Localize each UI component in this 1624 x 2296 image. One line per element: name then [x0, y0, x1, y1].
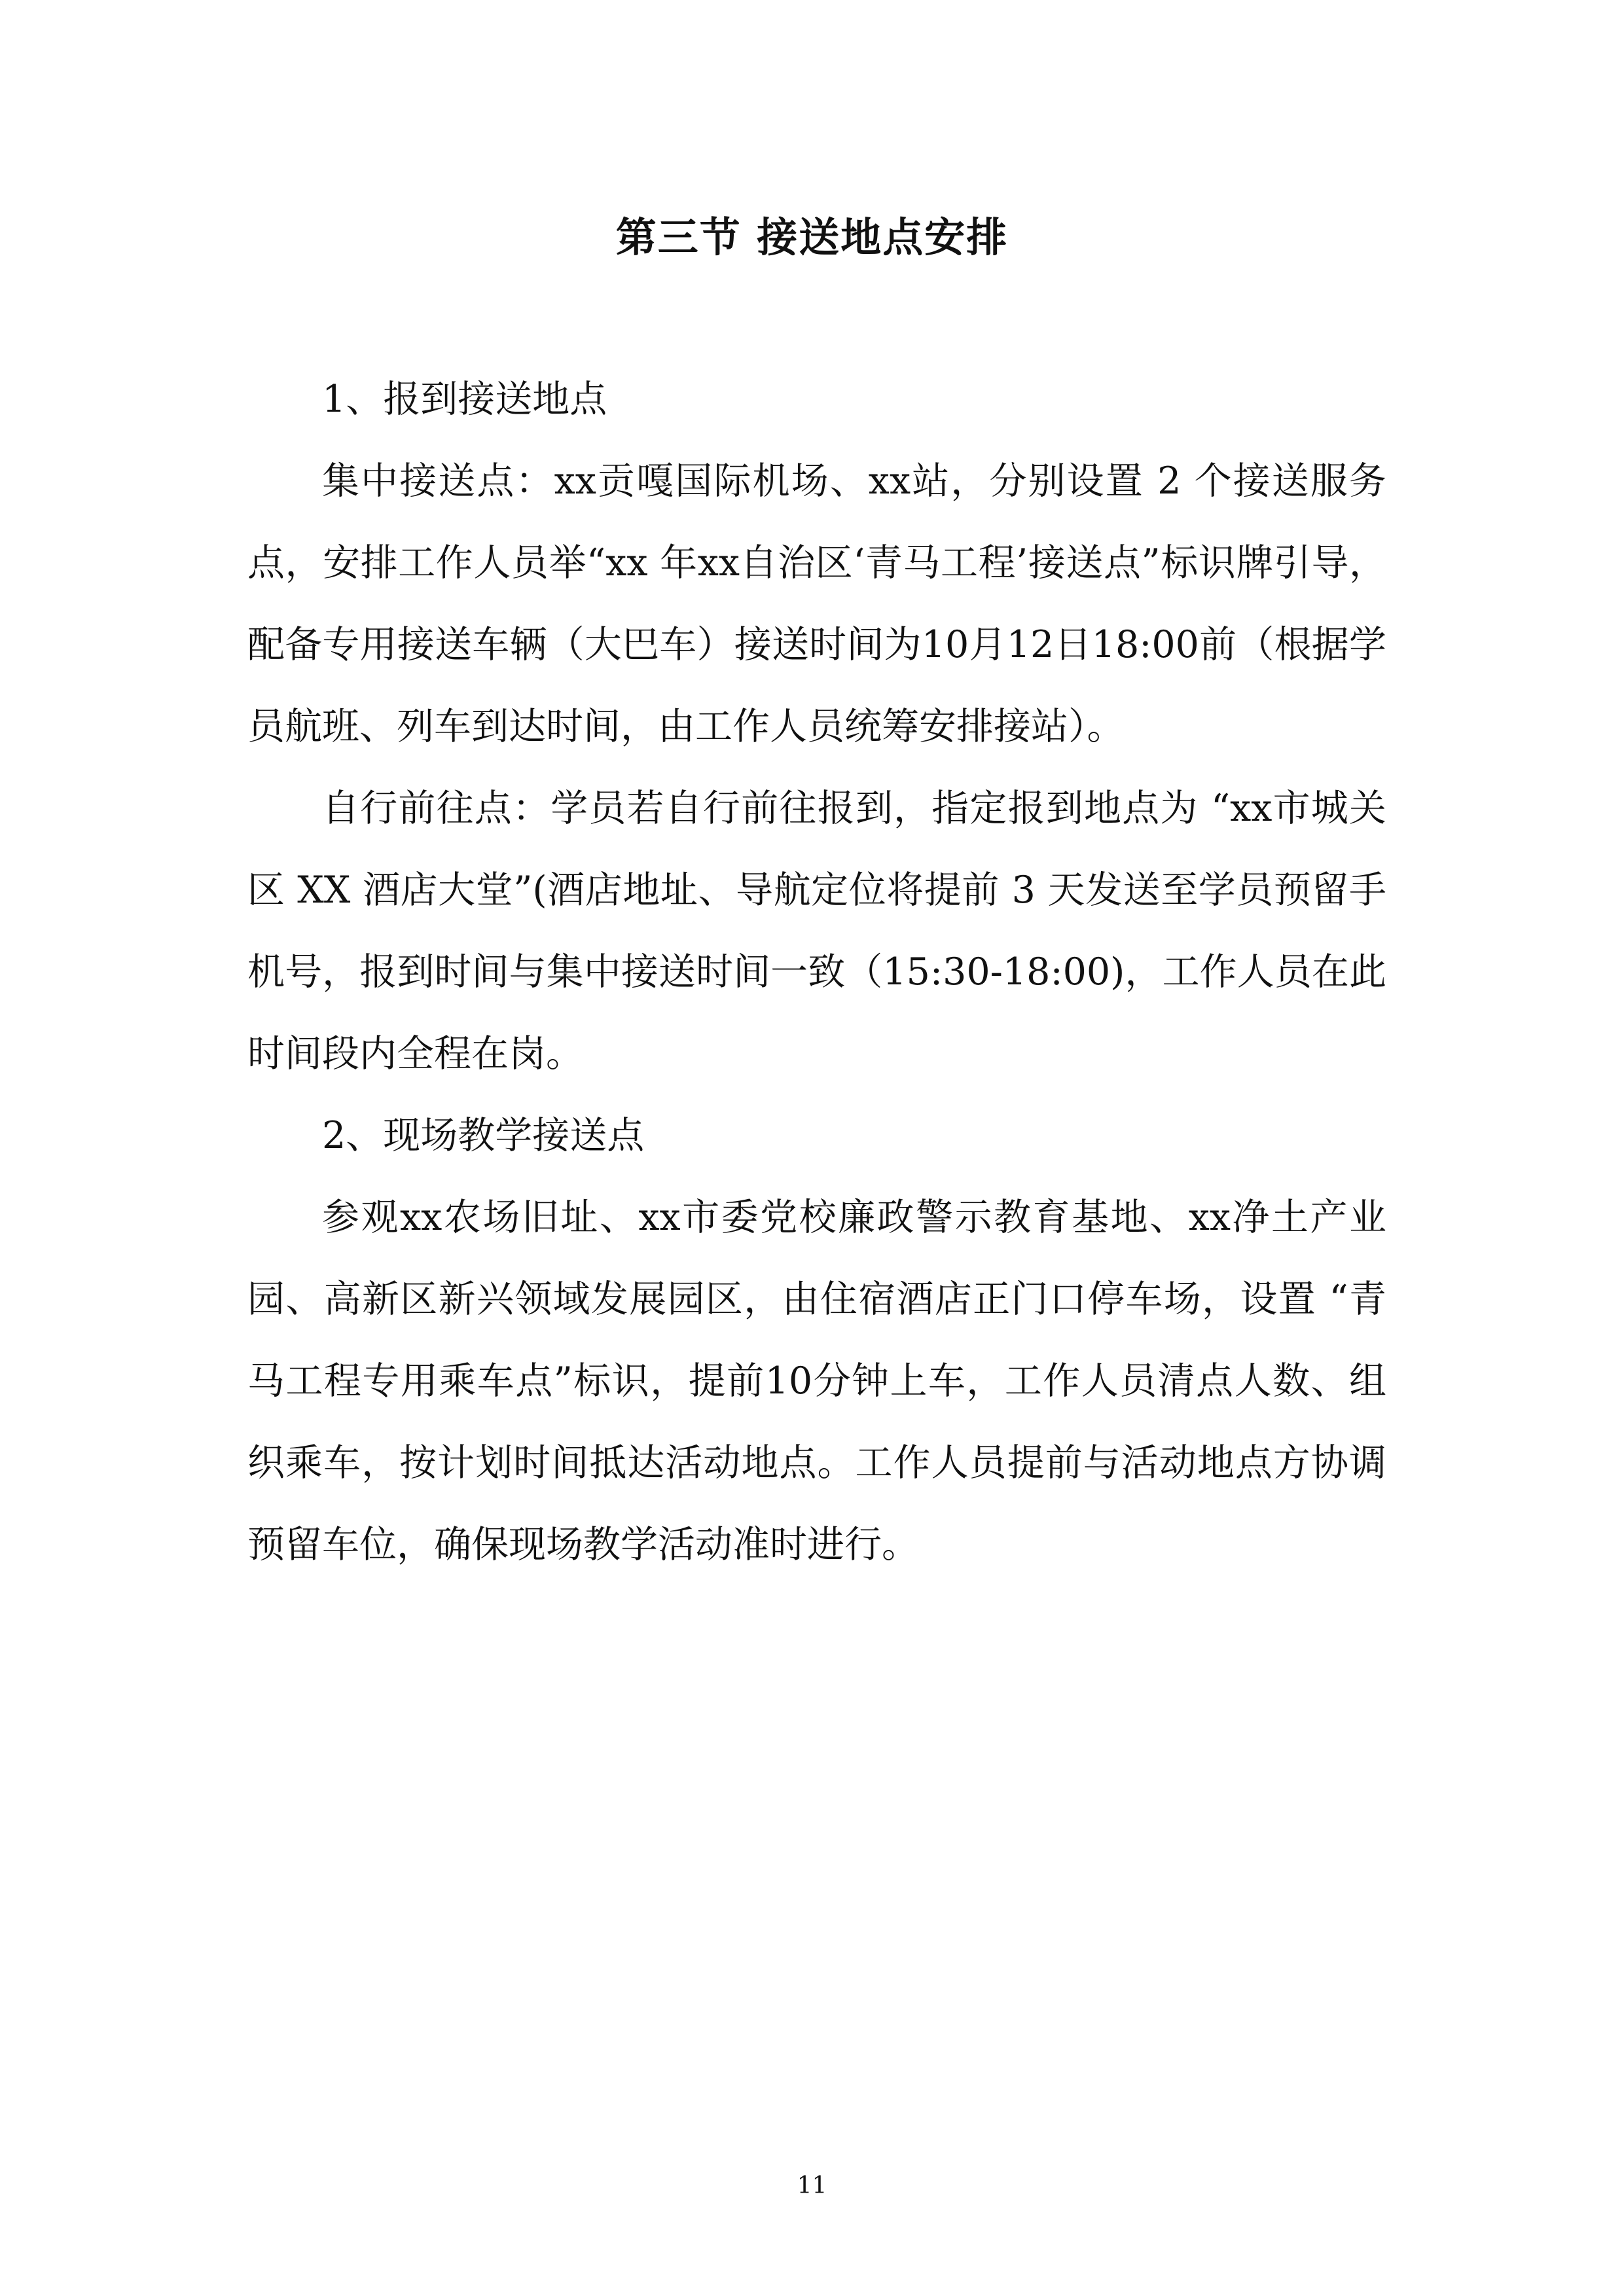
heading-registration-pickup: 1、报到接送地点	[322, 378, 607, 421]
heading-field-teaching-pickup: 2、现场教学接送点	[322, 1114, 645, 1157]
section-title: 第三节 接送地点安排	[615, 213, 1009, 261]
document-body	[247, 359, 1386, 1586]
page-number: 11	[797, 2172, 827, 2199]
paragraph-field-teaching: 参观xx农场旧址、xx市委党校廉政警示教育基地、xx净土产业园、高新区新兴领域发展园区，由住宿酒店正门口停车场，设置 “青马工程专用乘车点”标识，提前10分钟上车，工作人员清点人数、组织乘车，按计划时间抵达活动地点。工作人员提前与活动地点方协调预留车位，确保现场教学活动准时进行。	[247, 1196, 1386, 1566]
paragraph-central-pickup: 集中接送点：xx贡嘎国际机场、xx站，分别设置 2 个接送服务点，安排工作人员举“xx 年xx自治区‘青马工程’接送点”标识牌引导，配备专用接送车辆（大巴车）接送时间为10月12日18:00前（根据学员航班、列车到达时间，由工作人员统筹安排接站）。	[247, 459, 1386, 748]
paragraph-self-arrival: 自行前往点：学员若自行前往报到，指定报到地点为 “xx市城关区 XX 酒店大堂”(酒店地址、导航定位将提前 3 天发送至学员预留手机号，报到时间与集中接送时间一致（15:30-18:00)，工作人员在此时间段内全程在岗。	[247, 787, 1386, 1075]
